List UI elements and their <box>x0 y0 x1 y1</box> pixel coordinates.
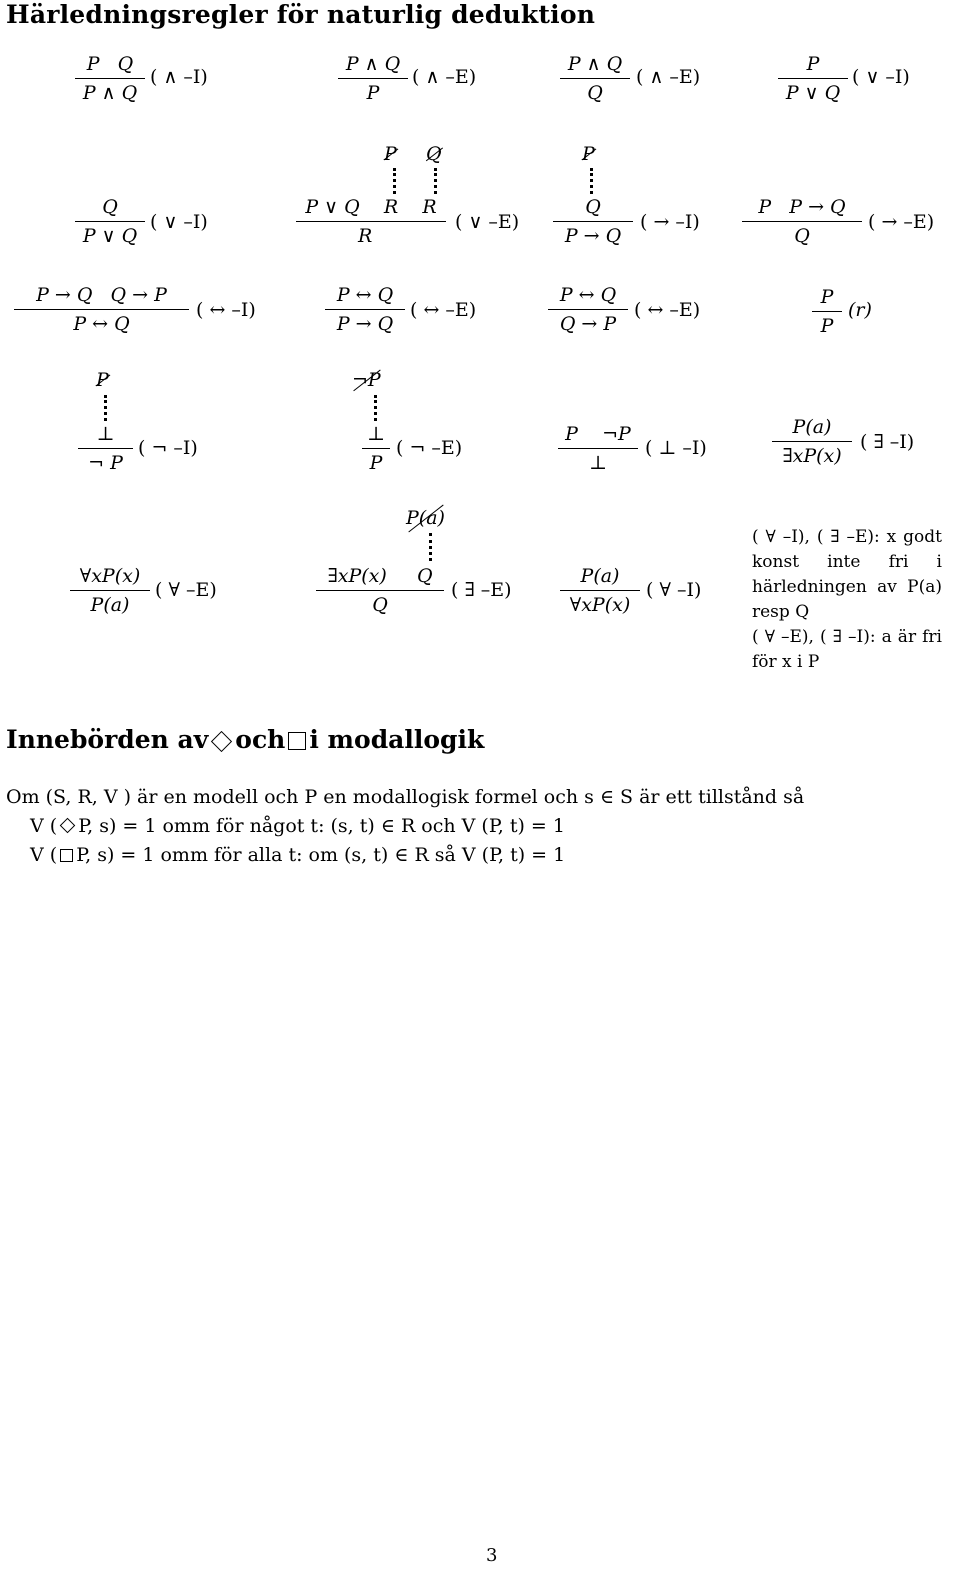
conclusion: P ∧ Q <box>82 82 138 104</box>
diamond-icon <box>211 731 232 752</box>
side-note-line-1: ( ∀ –I), ( ∃ –E): x godt konst inte fri i härledningen av P(a) resp Q <box>752 527 942 622</box>
rule-label: ( ∃ –I) <box>860 431 915 453</box>
inference-line <box>75 221 145 222</box>
conclusion: ¬ P <box>88 452 123 474</box>
inference-line <box>558 448 638 449</box>
heading-text-b: och <box>235 725 286 754</box>
conclusion: Q → P <box>559 313 617 335</box>
rule-label: ( ↔ –E) <box>410 299 477 321</box>
derivation-dots <box>374 395 381 421</box>
premises: P Q <box>86 53 134 75</box>
rule-forall-elim <box>70 564 150 617</box>
modal-definition <box>6 783 804 870</box>
discharged-assumption <box>96 368 109 392</box>
rule-imp-intro <box>553 195 633 248</box>
rule-bicond-intro <box>14 283 189 336</box>
rule-neg-elim <box>362 422 390 475</box>
discharged-assumption <box>426 142 442 166</box>
rule-label: ( ∀ –I) <box>646 579 702 601</box>
rule-label: ( → –I) <box>640 211 700 233</box>
rule-label: ( ⊥ –I) <box>645 437 707 459</box>
box-icon <box>60 849 73 862</box>
rule-bicond-elim-1 <box>325 283 405 336</box>
premises: P <box>806 53 820 75</box>
premises: ∃xP(x) Q <box>327 565 433 587</box>
discharged-assumption <box>352 368 381 392</box>
modal-intro: Om (S, R, V ) är en modell och P en modallogisk formel och s ∈ S är ett tillstånd så <box>6 786 805 808</box>
rule-exists-intro <box>772 415 852 468</box>
rule-and-elim-right <box>560 52 630 105</box>
assumption: ¬P <box>352 369 381 391</box>
derivation-dots <box>434 168 441 194</box>
premises: ∀xP(x) <box>79 565 141 587</box>
conclusion: P <box>369 452 383 474</box>
conclusion: Q <box>587 82 603 104</box>
inference-line <box>553 221 633 222</box>
discharged-assumption <box>582 142 595 166</box>
premises: P ↔ Q <box>559 284 617 306</box>
rule-exists-elim <box>316 564 444 617</box>
side-note-line-2: ( ∀ –E), ( ∃ –I): a är fri för x i P <box>752 627 942 672</box>
premises: P P → Q <box>758 196 846 218</box>
premises: P ∨ Q R R <box>305 196 437 218</box>
rule-label: ( ∨ –I) <box>852 66 910 88</box>
rule-and-intro <box>75 52 145 105</box>
inference-line <box>316 590 444 591</box>
derivation-dots <box>429 533 436 561</box>
side-note <box>752 525 942 675</box>
inference-line <box>338 78 408 79</box>
assumption: P(a) <box>406 507 445 529</box>
page-title: Härledningsregler för naturlig deduktion <box>6 0 596 29</box>
conclusion: Q <box>372 594 388 616</box>
inference-line <box>742 221 862 222</box>
rule-label: ( ∧ –E) <box>412 66 477 88</box>
rule-label: ( ↔ –I) <box>196 299 256 321</box>
conclusion: P <box>366 82 380 104</box>
derivation-dots <box>393 168 400 194</box>
rule-bicond-elim-2 <box>548 283 628 336</box>
rule-label: ( ∧ –I) <box>150 66 208 88</box>
assumption-right: Q <box>426 143 442 165</box>
conclusion: ∀xP(x) <box>569 594 631 616</box>
inference-line <box>70 590 150 591</box>
discharged-assumption <box>406 506 445 530</box>
heading-text-a: Innebörden av <box>6 725 209 754</box>
inference-line <box>778 78 848 79</box>
derivation-dots <box>104 395 111 421</box>
premises: P ∧ Q <box>345 53 401 75</box>
premises: Q <box>585 196 601 218</box>
rule-or-elim <box>296 195 446 248</box>
diamond-def-prefix: V ( <box>30 815 58 837</box>
premises: ⊥ <box>367 423 385 445</box>
diamond-def-text: P, s) = 1 omm för något t: (s, t) ∈ R och V (P, t) = 1 <box>78 815 565 837</box>
inference-line <box>14 309 189 310</box>
conclusion: R <box>358 225 373 247</box>
rule-label: ( ∧ –E) <box>636 66 701 88</box>
conclusion: P ∨ Q <box>82 225 138 247</box>
diamond-definition <box>6 812 804 841</box>
diamond-icon <box>60 818 76 834</box>
rule-label: ( ∨ –E) <box>455 211 520 233</box>
page-number: 3 <box>486 1545 498 1566</box>
inference-line <box>560 590 640 591</box>
derivation-dots <box>590 168 597 194</box>
conclusion: ⊥ <box>589 452 607 474</box>
rule-label: ( ¬ –E) <box>396 437 463 459</box>
conclusion: P <box>820 315 834 337</box>
premises: Q <box>102 196 118 218</box>
heading-text-c: i modallogik <box>309 725 485 754</box>
box-definition <box>6 841 804 870</box>
conclusion: Q <box>794 225 810 247</box>
rule-label: (r) <box>848 299 872 321</box>
conclusion: P ↔ Q <box>73 313 130 335</box>
rule-label: ( ∀ –E) <box>155 579 217 601</box>
rule-label: ( ∃ –E) <box>451 579 512 601</box>
rule-label: ( → –E) <box>868 211 935 233</box>
rule-label: ( ¬ –I) <box>138 437 198 459</box>
conclusion: P(a) <box>90 594 130 616</box>
premises: P ∧ Q <box>567 53 623 75</box>
premises: P(a) <box>792 416 832 438</box>
inference-line <box>362 448 390 449</box>
premises: P ↔ Q <box>336 284 394 306</box>
rule-imp-elim <box>742 195 862 248</box>
conclusion: P ∨ Q <box>785 82 841 104</box>
rule-and-elim-left <box>338 52 408 105</box>
conclusion: P → Q <box>564 225 622 247</box>
rule-forall-intro <box>560 564 640 617</box>
rule-neg-intro <box>78 422 133 475</box>
assumption: P <box>582 143 595 165</box>
conclusion: ∃xP(x) <box>782 445 842 467</box>
inference-line <box>78 448 133 449</box>
rule-or-intro-right <box>75 195 145 248</box>
rule-reiteration <box>812 285 842 338</box>
box-def-prefix: V ( <box>30 844 58 866</box>
box-icon <box>288 732 306 750</box>
premises: P <box>820 286 834 308</box>
inference-line <box>772 441 852 442</box>
inference-line <box>560 78 630 79</box>
inference-line <box>548 309 628 310</box>
rule-label: ( ↔ –E) <box>634 299 701 321</box>
rule-or-intro-left <box>778 52 848 105</box>
premises: P(a) <box>580 565 620 587</box>
inference-line <box>296 221 446 222</box>
inference-line <box>75 78 145 79</box>
inference-line <box>325 309 405 310</box>
rule-bot-intro <box>558 422 638 475</box>
inference-line <box>812 311 842 312</box>
section-heading <box>6 725 484 754</box>
assumption-left: P <box>384 143 397 165</box>
premises: P ¬P <box>565 423 631 445</box>
premises: ⊥ <box>96 423 115 445</box>
premises: P → Q Q → P <box>36 284 167 306</box>
box-def-text: P, s) = 1 omm för alla t: om (s, t) ∈ R så V (P, t) = 1 <box>76 844 566 866</box>
discharged-assumption <box>384 142 397 166</box>
conclusion: P → Q <box>336 313 394 335</box>
rule-label: ( ∨ –I) <box>150 211 208 233</box>
assumption: P <box>96 369 109 391</box>
